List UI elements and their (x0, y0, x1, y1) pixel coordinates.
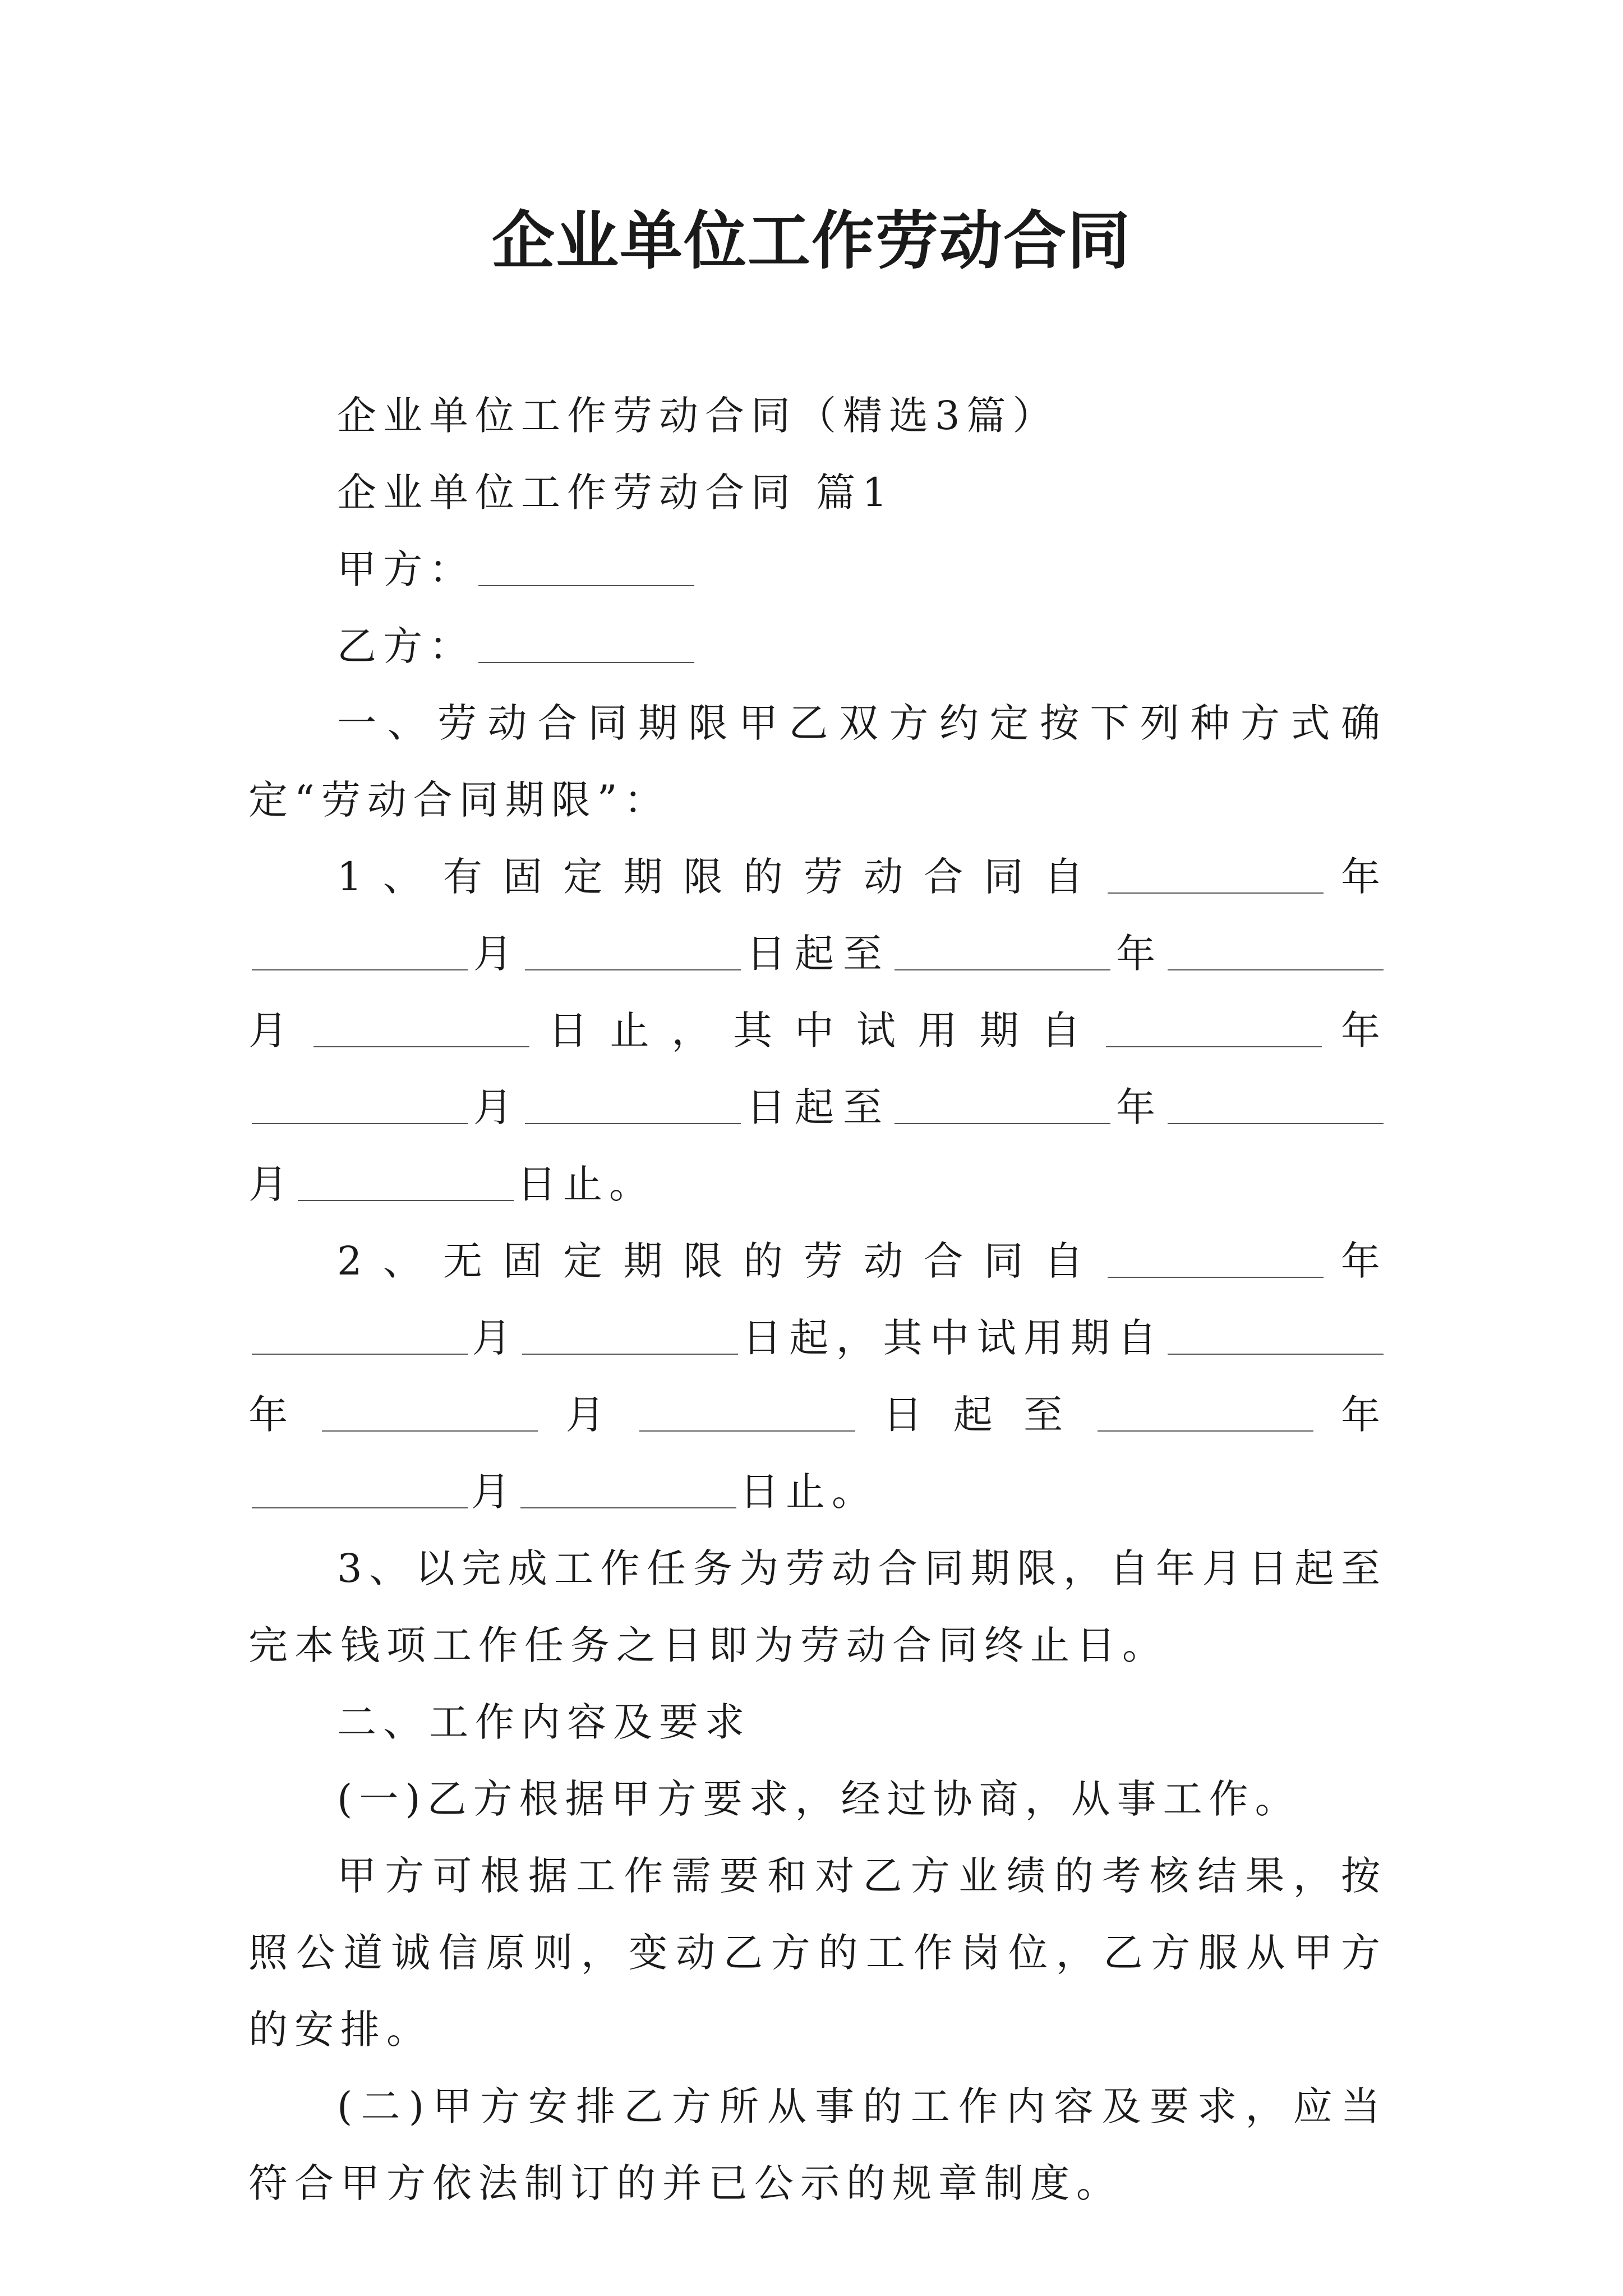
day-end-label: 日止。 (517, 1161, 655, 1207)
blank (1108, 1243, 1324, 1278)
document-body (248, 378, 1387, 2222)
blank (525, 1089, 741, 1124)
year-label: 年 (1326, 854, 1387, 900)
blank (1168, 1320, 1384, 1355)
blank (1168, 936, 1384, 970)
blank (895, 1089, 1110, 1124)
fixed-term-prefix: 1、有固定期限的劳动合同自 (337, 854, 1104, 900)
section-heading: 企业单位工作劳动合同 篇1 (337, 470, 894, 516)
blank (1098, 1397, 1313, 1432)
party-b-label: 乙方： (337, 623, 475, 669)
subtitle: 企业单位工作劳动合同（精选3篇） (337, 393, 1059, 439)
day-end-probation-label: 日止，其中试用期自 (532, 1007, 1103, 1053)
blank (252, 1474, 468, 1508)
blank (1108, 859, 1324, 894)
clause2-heading: 二、工作内容及要求 (337, 1699, 751, 1745)
fixed-term-clause (248, 839, 1387, 1223)
clause2-item2: (二)甲方安排乙方所从事的工作内容及要求，应当符合甲方依法制订的并已公示的规章制度。 (248, 2083, 1387, 2206)
year-label: 年 (1316, 1392, 1387, 1438)
blank (520, 1474, 736, 1508)
blank (252, 936, 468, 970)
party-a-line (248, 531, 1387, 608)
day-from-to-label: 日起至 (744, 931, 891, 977)
year-label: 年 (1326, 1238, 1387, 1284)
blank (252, 1089, 468, 1124)
blank (1106, 1013, 1322, 1047)
month-label: 月 (248, 1007, 310, 1053)
clause2-item1: (一)乙方根据甲方要求，经过协商，从事工作。 (337, 1776, 1301, 1822)
month-label: 月 (471, 931, 522, 977)
party-b-line (248, 608, 1387, 685)
day-from-to-label: 日起至 (744, 1084, 891, 1130)
party-a-label: 甲方： (337, 546, 475, 592)
year-label: 年 (1114, 931, 1164, 977)
blank (525, 936, 741, 970)
month-label: 月 (471, 1084, 522, 1130)
day-end-label: 日止。 (740, 1469, 878, 1515)
blank (322, 1397, 538, 1432)
day-probation-label: 日起，其中试用期自 (741, 1315, 1165, 1361)
blank (252, 1320, 468, 1355)
party-a-blank (478, 551, 694, 586)
clause1-intro: 一、劳动合同期限甲乙双方约定按下列种方式确定“劳动合同期限”： (248, 700, 1387, 823)
day-from-to-label: 日起至 (859, 1392, 1094, 1438)
document-title: 企业单位工作劳动合同 (492, 204, 1131, 278)
year-label: 年 (248, 1392, 319, 1438)
month-label: 月 (471, 1469, 517, 1515)
open-term-clause (248, 1223, 1387, 1530)
task-term-clause: 3、以完成工作任务为劳动合同期限，自年月日起至完本钱项工作任务之日即为劳动合同终止日。 (248, 1545, 1387, 1668)
blank (1168, 1089, 1384, 1124)
blank (895, 936, 1110, 970)
blank (298, 1166, 514, 1201)
month-label: 月 (248, 1161, 294, 1207)
open-term-prefix: 2、无固定期限的劳动合同自 (337, 1238, 1104, 1284)
clause2-paragraph: 甲方可根据工作需要和对乙方业绩的考核结果，按照公道诚信原则，变动乙方的工作岗位，乙方服从甲方的安排。 (248, 1853, 1387, 2053)
month-label: 月 (471, 1315, 519, 1361)
year-label: 年 (1325, 1007, 1387, 1053)
blank (313, 1013, 529, 1047)
year-label: 年 (1114, 1084, 1164, 1130)
blank (522, 1320, 738, 1355)
party-b-blank (478, 628, 694, 663)
month-label: 月 (541, 1392, 637, 1438)
blank (639, 1397, 855, 1432)
